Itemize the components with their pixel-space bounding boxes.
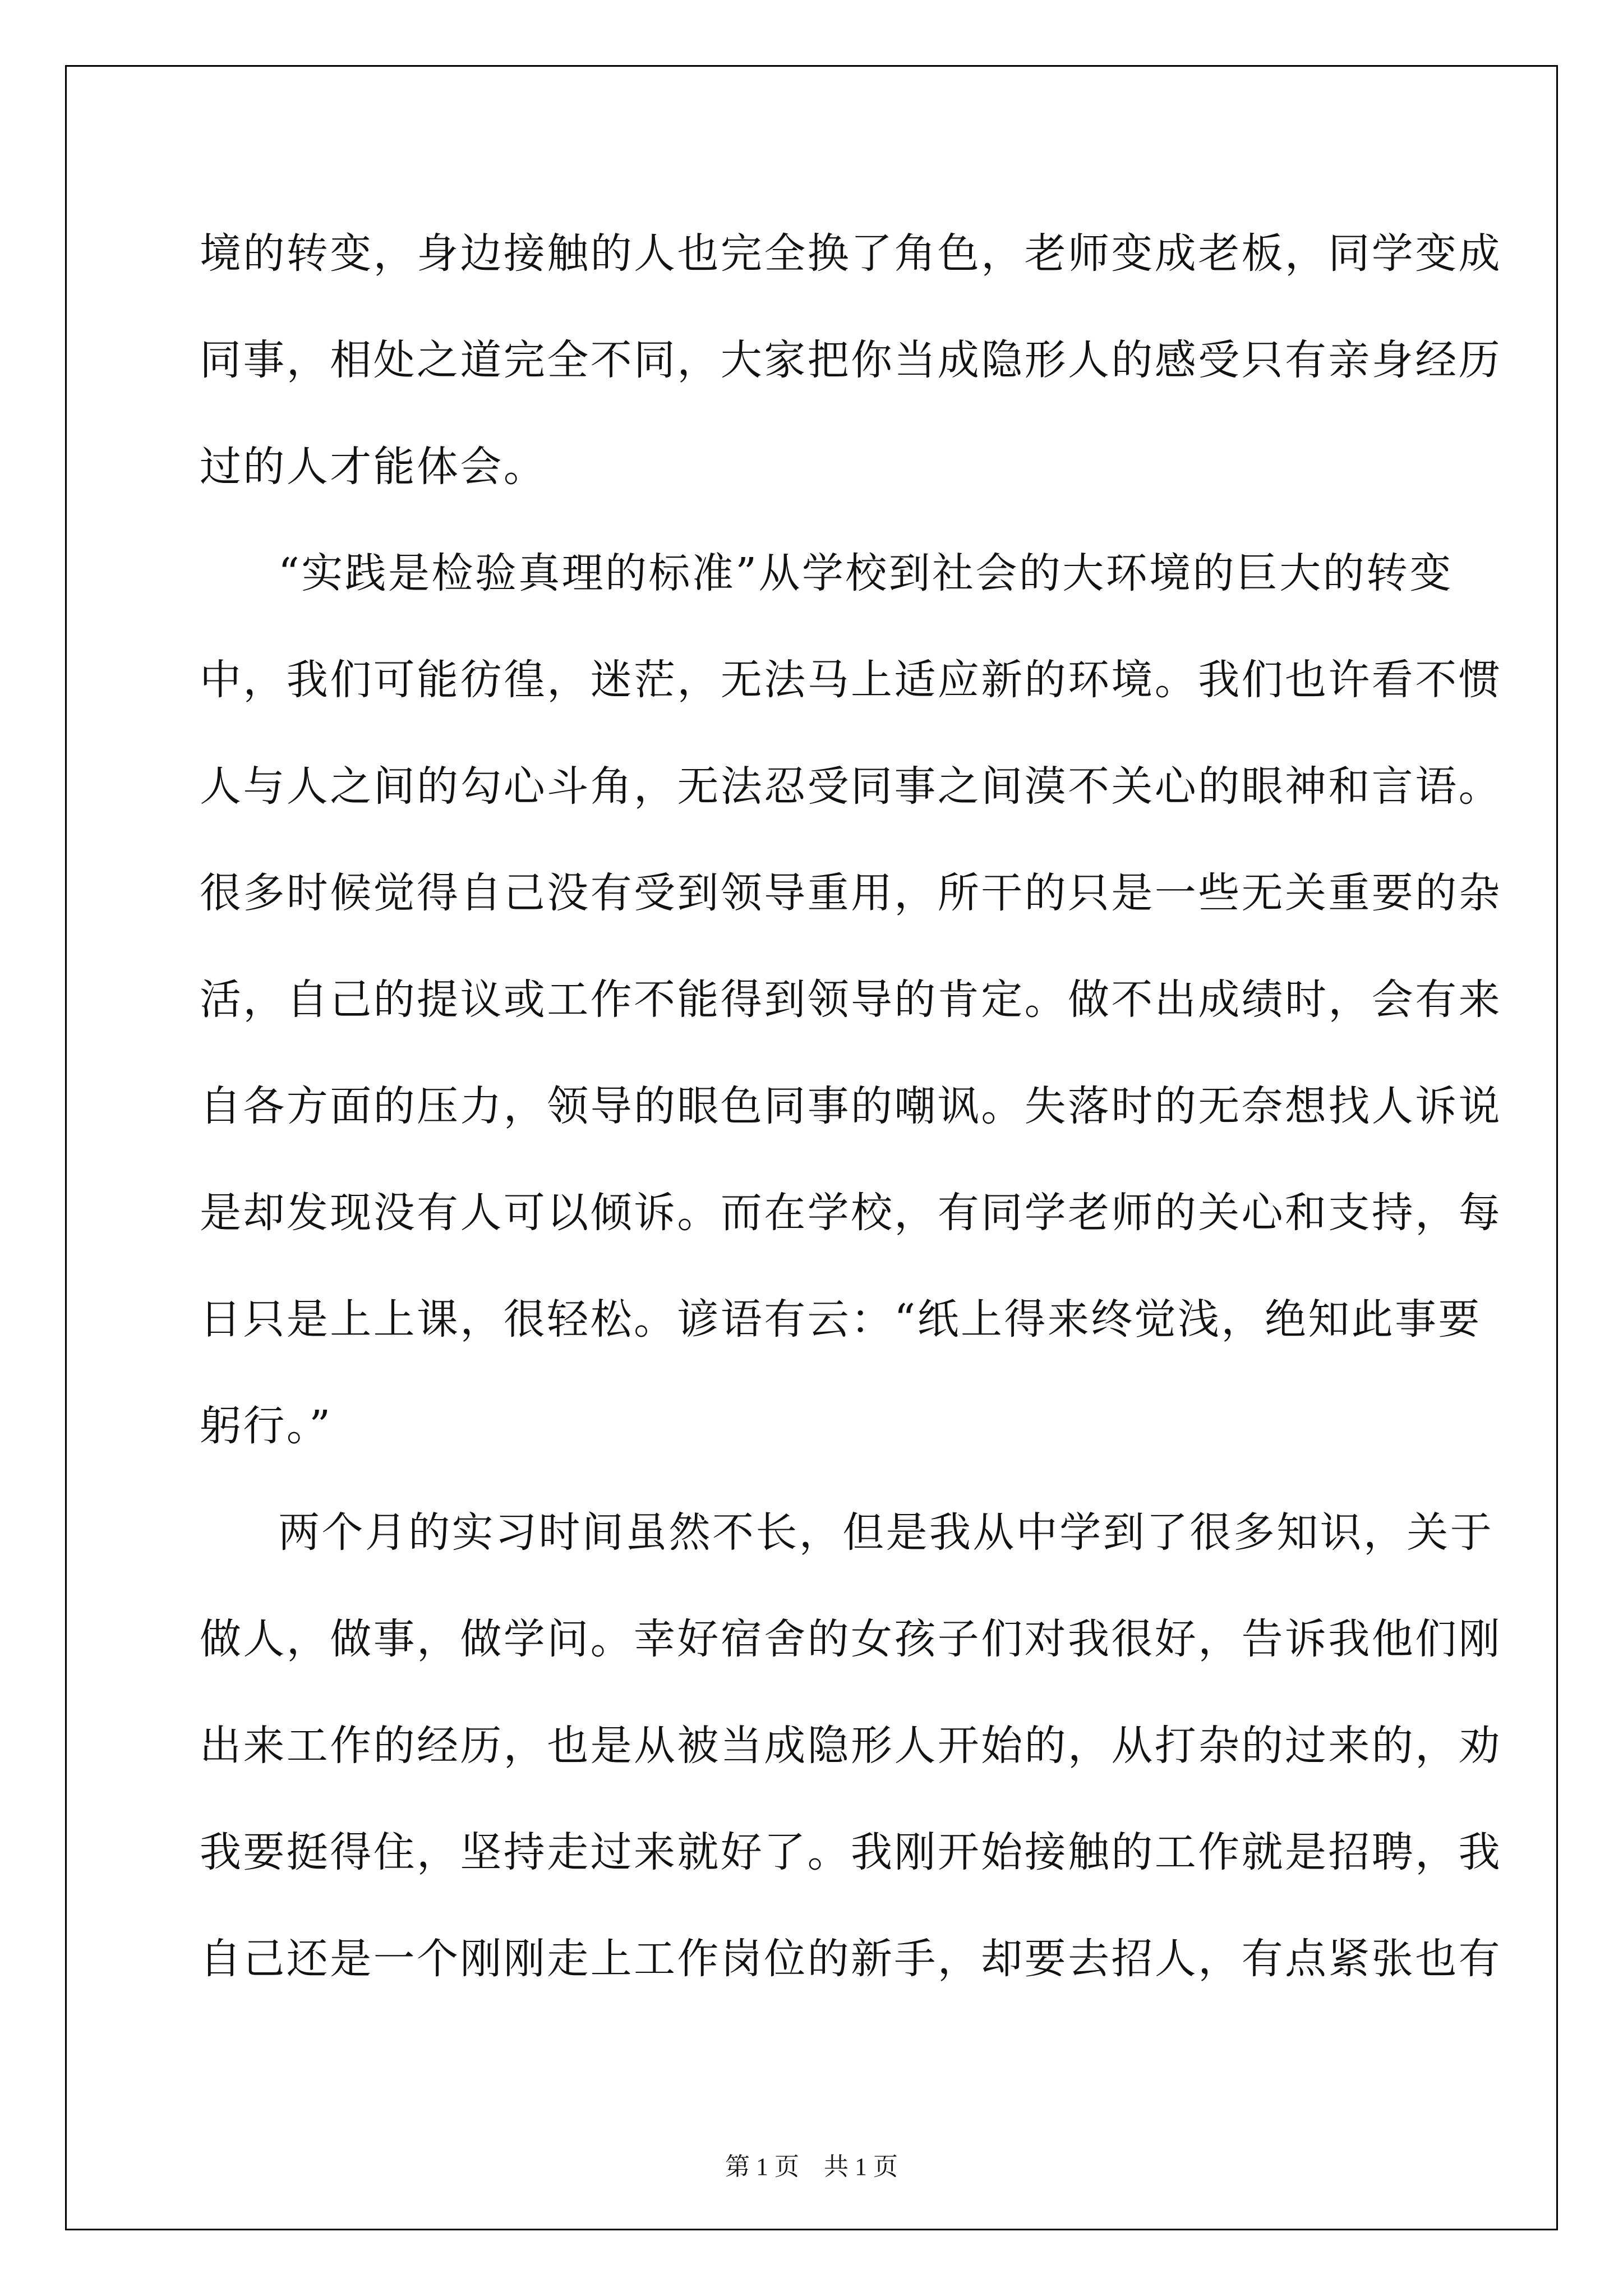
text-line: 同事，相处之道完全不同，大家把你当成隐形人的感受只有亲身经历	[200, 336, 1502, 384]
page-number-footer: 第 1 页 共 1 页	[725, 2153, 898, 2180]
paragraph-first-line: 两个月的实习时间虽然不长，但是我从中学到了很多知识，关于	[278, 1508, 1494, 1557]
paragraph-first-line: “实践是检验真理的标准”从学校到社会的大环境的巨大的转变	[278, 549, 1453, 597]
text-line: 出来工作的经历，也是从被当成隐形人开始的，从打杂的过来的，劝	[200, 1722, 1502, 1770]
text-line: 做人，做事，做学问。幸好宿舍的女孩子们对我很好，告诉我他们刚	[200, 1615, 1502, 1663]
text-line: 很多时候觉得自己没有受到领导重用，所干的只是一些无关重要的杂	[200, 869, 1502, 917]
text-line: 过的人才能体会。	[200, 443, 547, 491]
text-line: 自各方面的压力，领导的眼色同事的嘲讽。失落时的无奈想找人诉说	[200, 1082, 1502, 1130]
text-line: 躬行。”	[200, 1402, 333, 1450]
text-line: 是却发现没有人可以倾诉。而在学校，有同学老师的关心和支持，每	[200, 1189, 1502, 1237]
text-line: 活，自己的提议或工作不能得到领导的肯定。做不出成绩时，会有来	[200, 976, 1502, 1024]
text-line: 中，我们可能彷徨，迷茫，无法马上适应新的环境。我们也许看不惯	[200, 656, 1502, 704]
text-line: 境的转变，身边接触的人也完全换了角色，老师变成老板，同学变成	[200, 229, 1502, 278]
text-line: 自己还是一个刚刚走上工作岗位的新手，却要去招人，有点紧张也有	[200, 1935, 1502, 1983]
text-line: 人与人之间的勾心斗角，无法忍受同事之间漠不关心的眼神和言语。	[200, 762, 1502, 811]
text-line: 我要挺得住，坚持走过来就好了。我刚开始接触的工作就是招聘，我	[200, 1828, 1502, 1876]
text-line: 日只是上上课，很轻松。谚语有云：“纸上得来终觉浅，绝知此事要	[200, 1295, 1482, 1343]
